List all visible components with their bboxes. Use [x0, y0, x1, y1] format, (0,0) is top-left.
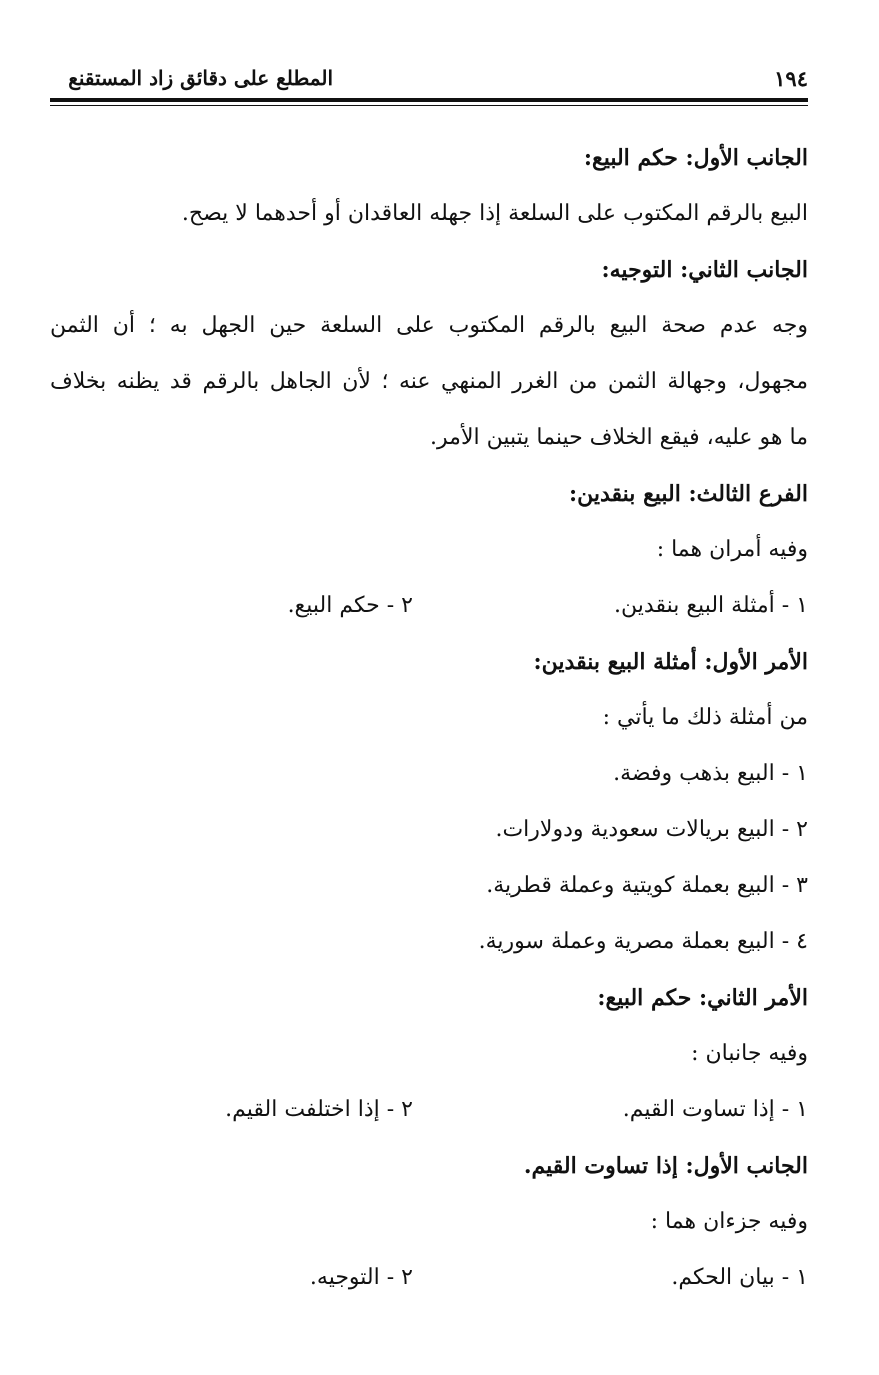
page-body	[50, 130, 808, 1306]
list-item: ٢ - البيع بريالات سعودية ودولارات.	[495, 817, 808, 842]
section-heading: الأمر الأول: أمثلة البيع بنقدين:	[533, 649, 808, 675]
section-heading: الجانب الثاني: التوجيه:	[601, 257, 808, 283]
two-column-list	[50, 578, 808, 634]
section-heading: الفرع الثالث: البيع بنقدين:	[568, 481, 808, 507]
two-column-list	[50, 1082, 808, 1138]
paragraph-line: وفيه أمران هما :	[656, 537, 808, 562]
list-item: ١ - البيع بذهب وفضة.	[613, 761, 808, 786]
list-item: ١ - أمثلة البيع بنقدين.	[614, 593, 808, 618]
paragraph-line: وفيه جزءان هما :	[650, 1209, 808, 1234]
list-item: ٣ - البيع بعملة كويتية وعملة قطرية.	[486, 873, 808, 898]
paragraph-line: مجهول، وجهالة الثمن من الغرر المنهي عنه ؛ لأن الجاهل بالرقم قد يظنه بخلاف	[50, 369, 808, 394]
paragraph-line: ما هو عليه، فيقع الخلاف حينما يتبين الأمر.	[430, 425, 808, 450]
section-heading: الجانب الأول: إذا تساوت القيم.	[523, 1153, 808, 1179]
page-number: ١٩٤	[774, 66, 808, 91]
list-item: ٤ - البيع بعملة مصرية وعملة سورية.	[478, 929, 808, 954]
book-page	[50, 58, 808, 1306]
two-column-list	[50, 1250, 808, 1306]
section-heading: الأمر الثاني: حكم البيع:	[597, 985, 808, 1011]
header-rule-thick	[50, 98, 808, 102]
list-item: ٢ - حكم البيع.	[287, 593, 413, 618]
list-item: ١ - بيان الحكم.	[671, 1265, 808, 1290]
list-item: ١ - إذا تساوت القيم.	[622, 1097, 808, 1122]
book-title: المطلع على دقائق زاد المستقنع	[68, 66, 333, 90]
list-item: ٢ - التوجيه.	[309, 1265, 413, 1290]
paragraph-line: من أمثلة ذلك ما يأتي :	[602, 705, 808, 730]
list-item: ٢ - إذا اختلفت القيم.	[225, 1097, 413, 1122]
paragraph-line: وجه عدم صحة البيع بالرقم المكتوب على السلعة حين الجهل به ؛ أن الثمن	[50, 313, 808, 338]
running-header	[50, 58, 808, 94]
paragraph-line: البيع بالرقم المكتوب على السلعة إذا جهله العاقدان أو أحدهما لا يصح.	[181, 201, 808, 226]
header-rule-thin	[50, 105, 808, 106]
section-heading: الجانب الأول: حكم البيع:	[583, 145, 808, 171]
paragraph-line: وفيه جانبان :	[691, 1041, 808, 1066]
